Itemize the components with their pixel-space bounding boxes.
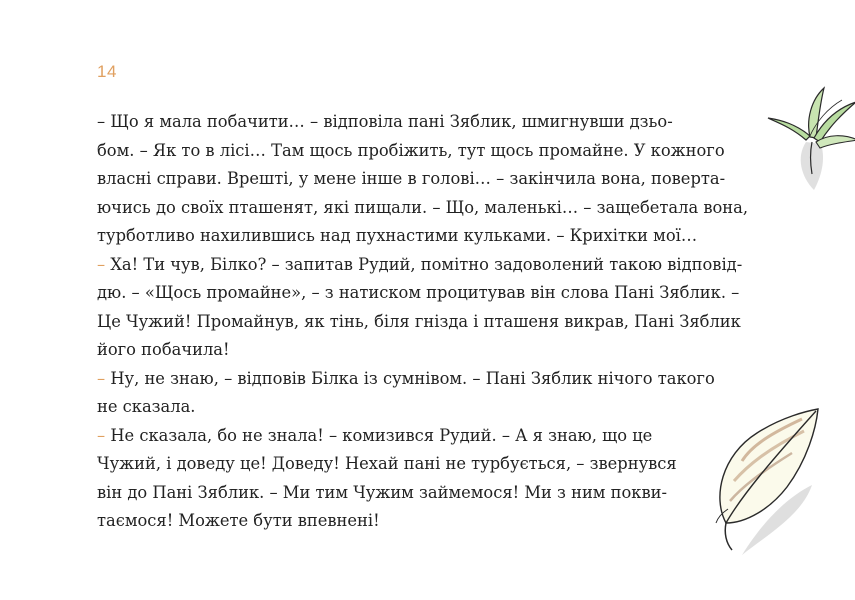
line-text: дю. – «Щось промайне», – з натиском процитував він слова Пані Зяблик. – — [97, 283, 740, 302]
feather-illustration — [712, 405, 822, 565]
line-text: він до Пані Зяблик. – Ми тим Чужим займемося! Ми з ним покви- — [97, 482, 667, 502]
text-line — [97, 422, 777, 451]
story-text — [97, 108, 777, 536]
line-text: – Що я мала побачити… – відповіла пані Зяблик, шмигнувши дзьо- — [97, 112, 673, 131]
line-text: Ну, не знаю, – відповів Білка із сумнівом. – Пані Зяблик нічого такого — [105, 368, 715, 388]
line-text: власні справи. Врешті, у мене інше в голові… – закінчила вона, поверта- — [97, 169, 726, 188]
dialogue-dash: – — [97, 425, 106, 445]
line-text: Чужий, і доведу це! Доведу! Нехай пані не турбується, – звернувся — [97, 454, 677, 473]
dialogue-dash: – — [97, 254, 106, 274]
text-line — [97, 279, 777, 308]
line-text: бом. – Як то в лісі… Там щось пробіжить, тут щось промайне. У кожного — [97, 140, 725, 160]
text-line — [97, 165, 777, 194]
line-text: турботливо нахилившись над пухнастими кульками. – Крихітки мої… — [97, 226, 698, 245]
text-line — [97, 479, 777, 508]
dialogue-dash: – — [97, 368, 106, 388]
text-line — [97, 222, 777, 251]
text-line — [97, 365, 777, 394]
text-line — [97, 393, 777, 422]
text-line — [97, 137, 777, 166]
page-number: 14 — [97, 62, 117, 81]
grass-leaf-illustration — [766, 82, 855, 192]
text-line — [97, 450, 777, 479]
text-line — [97, 251, 777, 280]
text-line — [97, 336, 777, 365]
text-line — [97, 194, 777, 223]
line-text: таємося! Можете бути впевнені! — [97, 511, 380, 530]
text-line — [97, 308, 777, 337]
line-text: Ха! Ти чув, Білко? – запитав Рудий, помітно задоволений такою відповід- — [105, 254, 743, 274]
line-text: Це Чужий! Промайнув, як тінь, біля гнізда і пташеня викрав, Пані Зяблик — [97, 311, 741, 331]
text-line — [97, 108, 777, 137]
line-text: не сказала. — [97, 397, 196, 416]
text-line — [97, 507, 777, 536]
line-text: ючись до своїх пташенят, які пищали. – Що, маленькі… – защебетала вона, — [97, 197, 749, 217]
line-text: його побачила! — [97, 340, 230, 359]
line-text: Не сказала, бо не знала! – комизився Рудий. – А я знаю, що це — [105, 425, 653, 445]
